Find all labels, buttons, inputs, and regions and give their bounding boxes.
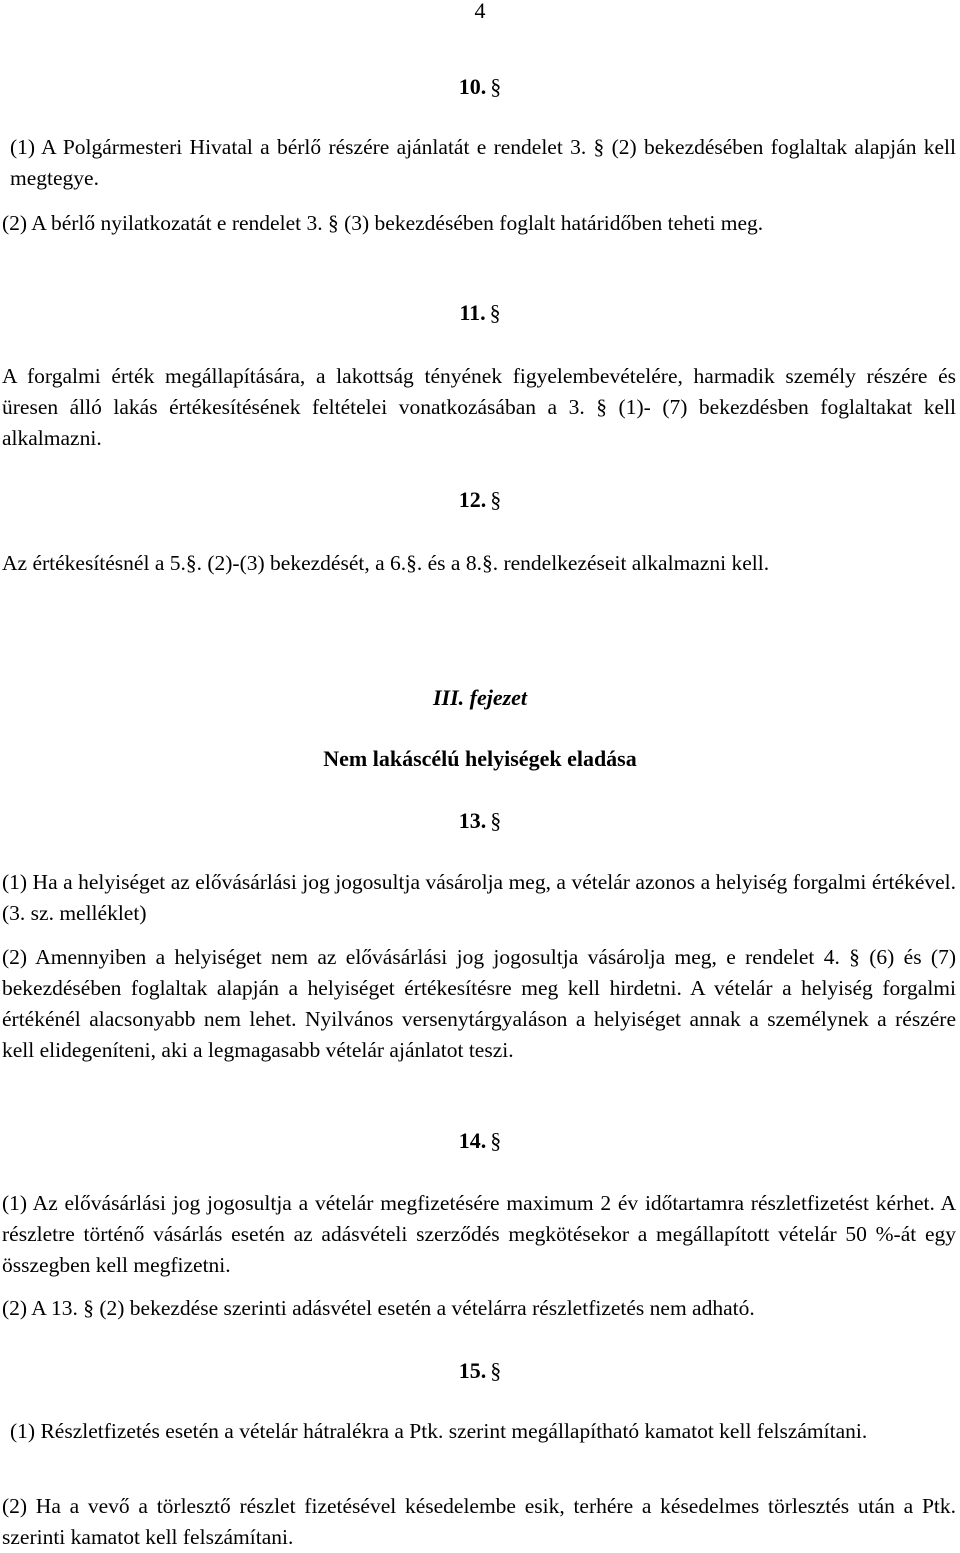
section-14-paragraph-1: (1) Az elővásárlási jog jogosultja a vételár megfizetésére maximum 2 év időtartamra részletfizetést kérhet. A részletre történő vásárlás esetén az adásvételi szerződés megkötésekor a megállapított vételár 50 %-át egy összegben kell megfizetni. — [2, 1191, 956, 1277]
section-15-heading — [0, 1356, 960, 1386]
section-14-paragraph-2: (2) A 13. § (2) bekezdése szerinti adásvétel esetén a vételárra részletfizetés nem adható. — [2, 1296, 755, 1320]
section-12-paragraph-1: Az értékesítésnél a 5.§. (2)-(3) bekezdését, a 6.§. és a 8.§. rendelkezéseit alkalmazni kell. — [2, 551, 770, 575]
chapter-title: III. fejezet — [432, 685, 528, 710]
section-13-heading — [0, 806, 960, 836]
section-mark: § — [490, 1128, 502, 1153]
section-12-number: 12. — [458, 487, 487, 512]
section-11-number: 11. — [459, 300, 486, 325]
section-mark: § — [490, 808, 502, 833]
page-number: 4 — [474, 0, 486, 23]
section-13-number: 13. — [458, 808, 487, 833]
chapter-heading: Nem lakáscélú helyiségek eladása — [323, 746, 637, 771]
section-mark: § — [490, 1358, 502, 1383]
section-mark: § — [490, 487, 502, 512]
section-10-number: 10. — [458, 74, 487, 99]
section-11-paragraph-1: A forgalmi érték megállapítására, a lakottság tényének figyelembevételére, harmadik személy részére és üresen álló lakás értékesítésének feltételei vonatkozásában a 3. § (1)- (7) bekezdésben foglaltakat kell alkalmazni. — [2, 364, 956, 450]
section-10-heading — [0, 72, 960, 102]
section-15-number: 15. — [458, 1358, 487, 1383]
section-13-paragraph-2: (2) Amennyiben a helyiséget nem az elővásárlási jog jogosultja vásárolja meg, e rendelet 4. § (6) és (7) bekezdésében foglaltak alapján a helyiséget értékesítésre meg kell hirdetni. A vételár a helyiség forgalmi értékénél alacsonyabb nem lehet. Nyilvános versenytárgyaláson a helyiséget annak a személynek a részére kell elidegeníteni, aki a legmagasabb vételár ajánlatot teszi. — [2, 945, 956, 1062]
section-10-paragraph-2: (2) A bérlő nyilatkozatát e rendelet 3. § (3) bekezdésében foglalt határidőben teheti meg. — [2, 211, 764, 235]
section-12-heading — [0, 485, 960, 515]
section-14-number: 14. — [458, 1128, 487, 1153]
section-11-heading — [0, 298, 960, 328]
section-10-paragraph-1: (1) A Polgármesteri Hivatal a bérlő részére ajánlatát e rendelet 3. § (2) bekezdésében foglaltak alapján kell megtegye. — [10, 135, 956, 190]
section-13-paragraph-1: (1) Ha a helyiséget az elővásárlási jog jogosultja vásárolja meg, a vételár azonos a helyiség forgalmi értékével. (3. sz. melléklet) — [2, 870, 956, 925]
section-mark: § — [489, 300, 501, 325]
section-15-paragraph-2: (2) Ha a vevő a törlesztő részlet fizetésével késedelembe esik, terhére a késedelmes törlesztés után a Ptk. szerinti kamatot kell felszámítani. — [2, 1494, 956, 1549]
section-14-heading — [0, 1126, 960, 1156]
section-15-paragraph-1: (1) Részletfizetés esetén a vételár hátralékra a Ptk. szerint megállapítható kamatot kell felszámítani. — [10, 1419, 868, 1443]
section-mark: § — [490, 74, 502, 99]
